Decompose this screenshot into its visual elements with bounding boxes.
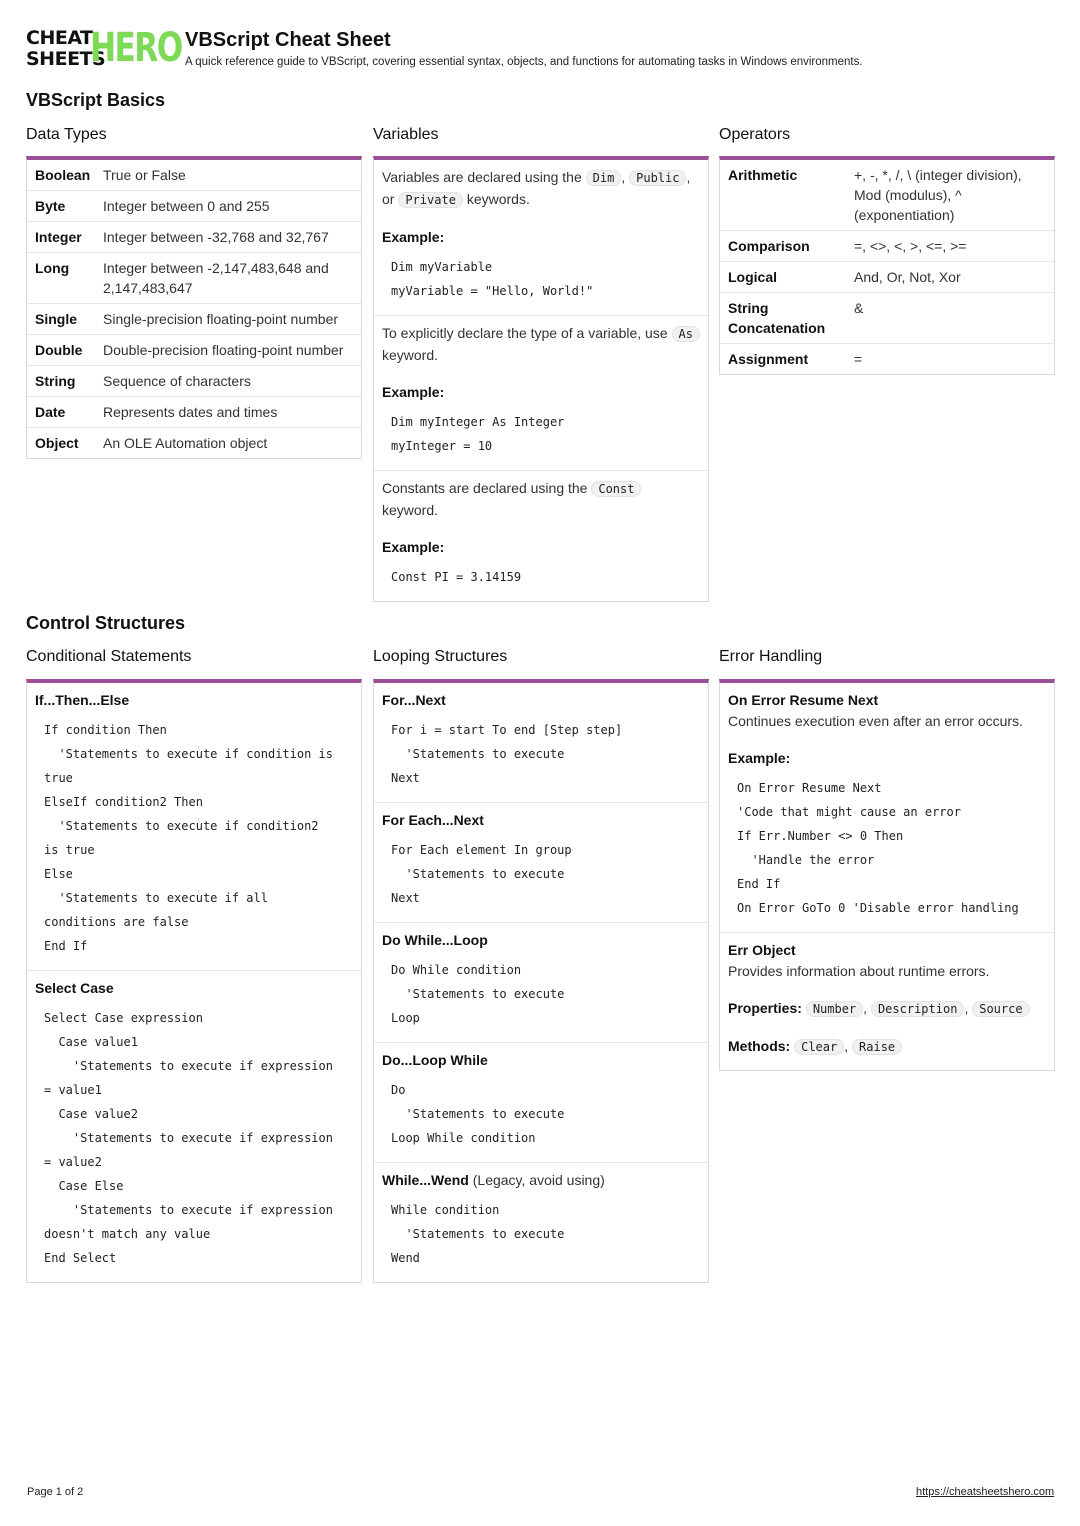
row-key: String [35,373,76,389]
logo-cheat-text: CHEAT [26,27,93,49]
table-row [720,344,1054,374]
inline-code: Clear [794,1039,844,1055]
text-fragment: Variables are declared using the [382,169,582,185]
table-row [720,160,1054,231]
row-value: = [854,351,863,367]
err-object-block [720,933,1054,1070]
code-block: Select Case expression Case value1 'Statements to execute if expression = value1 Case value2 'Statements to execute if expression = value2 Case Else 'Statements to execute if expression doesn't match any value End Select [44,1011,333,1265]
page-subtitle: A quick reference guide to VBScript, covering essential syntax, objects, and functions for automating tasks in Windows environments. [185,56,863,68]
table-row [27,335,361,366]
do-while-loop-block [374,923,708,1043]
methods-label: Methods: [728,1038,791,1054]
section-title-basics: VBScript Basics [26,90,166,110]
table-row [27,160,361,191]
block-title-line [382,1170,700,1191]
table-row [27,366,361,397]
block-title: Select Case [35,980,114,996]
error-handling-title: Error Handling [719,648,823,665]
row-key: Comparison [728,238,810,254]
for-next-block [374,683,708,803]
table-row [720,231,1054,262]
block-title: For Each...Next [382,812,484,828]
table-row [27,397,361,428]
properties-label: Properties: [728,1000,802,1016]
table-row [720,293,1054,344]
select-case-block [27,971,361,1282]
table-row [720,262,1054,293]
row-key: String Concatenation [728,300,826,336]
table-row [27,191,361,222]
if-then-else-block [27,683,361,971]
table-row [27,253,361,304]
row-value: +, -, *, /, \ (integer division), Mod (modulus), ^ (exponentiation) [854,167,1022,223]
data-types-table [26,156,362,459]
table-row [27,304,361,335]
row-value: And, Or, Not, Xor [854,269,961,285]
code-block: While condition 'Statements to execute Wend [391,1203,565,1265]
row-value: An OLE Automation object [103,435,268,451]
variables-card [373,156,709,602]
inline-code: Dim [586,170,622,186]
for-each-block [374,803,708,923]
variables-title: Variables [373,126,439,143]
block-title: If...Then...Else [35,692,130,708]
do-loop-while-block [374,1043,708,1163]
section-title-control: Control Structures [26,613,186,633]
text-fragment: keyword. [382,502,439,518]
block-description: Provides information about runtime errors. [728,963,990,979]
variables-type-text [382,323,700,366]
code-block: Dim myInteger As Integer myInteger = 10 [391,415,565,453]
inline-code: Const [591,481,641,497]
variables-declare-block [374,160,708,316]
block-title: Do...Loop While [382,1052,488,1068]
row-key: Assignment [728,351,809,367]
code-block: Do While condition 'Statements to execute Loop [391,963,565,1025]
conditional-card [26,679,362,1283]
example-label: Example: [728,750,791,766]
text-fragment: keywords. [466,191,530,207]
inline-code: Raise [852,1039,902,1055]
block-title: For...Next [382,692,446,708]
block-description: Continues execution even after an error occurs. [728,713,1023,729]
inline-code: Public [629,170,686,186]
inline-code: Private [398,192,463,208]
row-value: Represents dates and times [103,404,278,420]
row-key: Arithmetic [728,167,798,183]
row-key: Boolean [35,167,91,183]
row-value: Double-precision floating-point number [103,342,344,358]
example-label: Example: [382,539,445,555]
text-fragment: or [382,191,395,207]
row-key: Object [35,435,79,451]
cheatsheets-hero-logo[interactable] [26,25,182,71]
row-value: Integer between -32,768 and 32,767 [103,229,329,245]
inline-code: As [672,326,700,342]
variables-type-block [374,316,708,471]
page-number: Page 1 of 2 [27,1486,84,1498]
block-title: While...Wend [382,1172,469,1188]
table-row [27,222,361,253]
data-types-title: Data Types [26,126,107,143]
error-handling-card [719,679,1055,1071]
row-value: & [854,300,864,316]
block-title: Do While...Loop [382,932,488,948]
block-title: Err Object [728,942,796,958]
on-error-resume-block [720,683,1054,933]
properties-line: Properties: Number , Description , Source [728,998,1046,1020]
conditional-title: Conditional Statements [26,648,192,665]
row-value: True or False [103,167,186,183]
table-row [27,428,361,458]
page-title: VBScript Cheat Sheet [185,29,391,51]
site-link[interactable]: https://cheatsheetshero.com [916,1486,1055,1498]
row-value: =, <>, <, >, <=, >= [854,238,967,254]
looping-card [373,679,709,1283]
row-key: Single [35,311,78,327]
row-key: Double [35,342,83,358]
code-block: For Each element In group 'Statements to execute Next [391,843,572,905]
code-block: For i = start To end [Step step] 'Statements to execute Next [391,723,623,785]
variables-const-text [382,478,700,521]
row-value: Integer between -2,147,483,648 and 2,147,483,647 [103,260,329,296]
block-title: On Error Resume Next [728,692,879,708]
code-block: Const PI = 3.14159 [391,570,522,584]
inline-code: Number [806,1001,863,1017]
code-block: Do 'Statements to execute Loop While condition [391,1083,565,1145]
row-key: Byte [35,198,66,214]
code-block: Dim myVariable myVariable = "Hello, World!" [391,260,594,298]
logo-hero-text: HERO [90,25,182,71]
row-key: Date [35,404,66,420]
text-fragment: To explicitly declare the type of a variable, use [382,325,668,341]
inline-code: Description [871,1001,964,1017]
row-value: Integer between 0 and 255 [103,198,270,214]
row-key: Long [35,260,70,276]
row-key: Logical [728,269,778,285]
row-value: Sequence of characters [103,373,251,389]
example-label: Example: [382,229,445,245]
text-fragment: Constants are declared using the [382,480,588,496]
operators-table [719,156,1055,375]
row-value: Single-precision floating-point number [103,311,339,327]
code-block: If condition Then 'Statements to execute if condition is true ElseIf condition2 Then 'Statements to execute if condition2 is true Else 'Statements to execute if all conditions are false End If [44,723,333,953]
variables-declare-text: Variables are declared using the Dim , Public , or Private keywords. [382,169,691,207]
methods-line: Methods: Clear , Raise [728,1036,1046,1058]
legacy-note: (Legacy, avoid using) [472,1172,605,1188]
code-block: On Error Resume Next 'Code that might cause an error If Err.Number <> 0 Then 'Handle the error End If On Error GoTo 0 'Disable error handling [737,781,1019,915]
row-key: Integer [35,229,82,245]
logo-sheets-text: SHEETS [26,48,106,70]
text-fragment: keyword. [382,347,439,363]
example-label: Example: [382,384,445,400]
while-wend-block [374,1163,708,1282]
variables-const-block [374,471,708,601]
header [26,25,1056,72]
looping-title: Looping Structures [373,648,508,665]
operators-title: Operators [719,126,791,143]
inline-code: Source [972,1001,1029,1017]
